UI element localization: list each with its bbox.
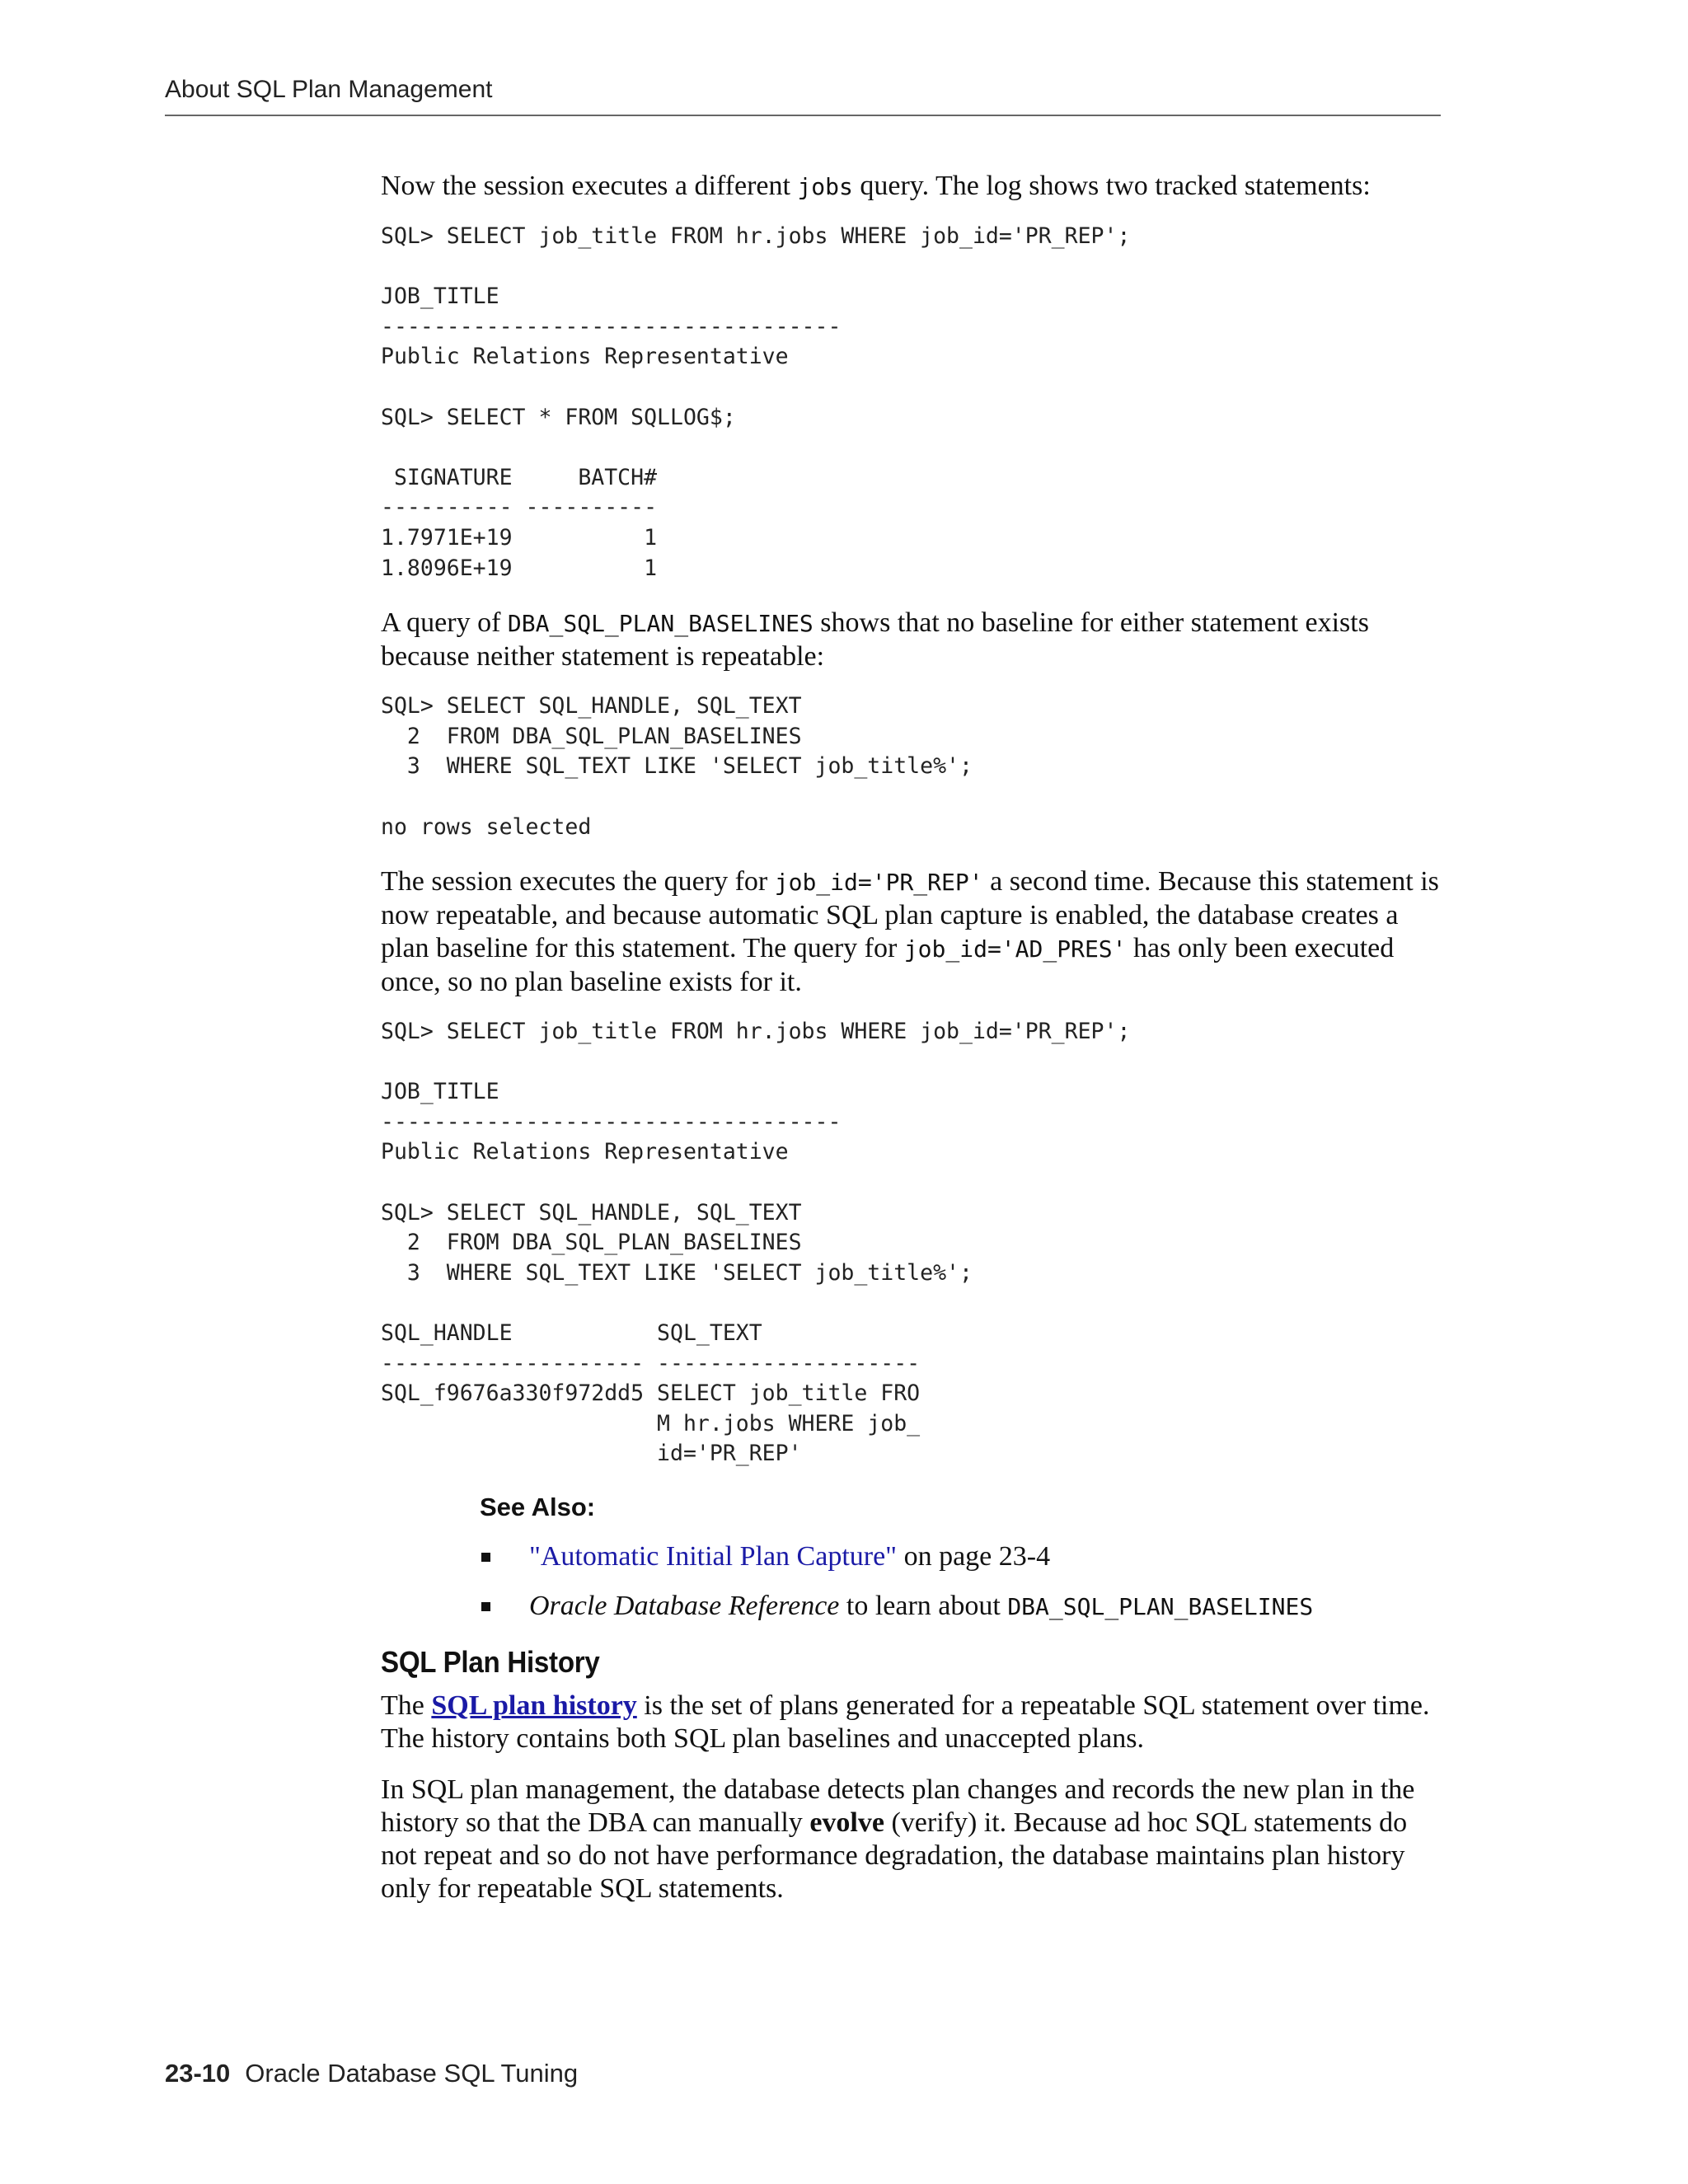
paragraph-repeat-text-2: a second time. Because this statement is now repeatable, and because automatic SQL plan capture is enabled, the database creates a plan baseline for this statement. The query for [381,866,1439,964]
bold-term-evolve: evolve [809,1807,884,1838]
see-also-item [480,1590,1444,1624]
inline-code-jobs: jobs [797,173,853,200]
inline-code-ad-pres: job_id='AD_PRES' [903,935,1127,963]
see-also-list [480,1540,1444,1624]
paragraph-baselines-text-2: shows that no baseline for either statement exists because neither statement is repeatable: [381,607,1369,673]
page-footer [165,2059,578,2088]
code-block-baseline-created: SQL> SELECT job_title FROM hr.jobs WHERE job_id='PR_REP'; JOB_TITLE ----------------------------------- Public Relations Representative SQL> SELECT SQL_HANDLE, SQL_TEXT 2 FROM DBA_SQL_PLAN_BASELINES 3 WHERE SQL_TEXT LIKE 'SELECT job_title%'; SQL_HANDLE SQL_TEXT -------------------- -------------------- SQL_f9676a330f972dd5 SELECT job_title FRO M hr.jobs WHERE job_ id='PR_REP' [381,1019,1131,1467]
square-bullet-icon [481,1553,490,1562]
paragraph-plan-history-text-2: is the set of plans generated for a repeatable SQL statement over time. The history contains both SQL plan baselines and unaccepted plans. [381,1690,1430,1754]
code-block-no-rows: SQL> SELECT SQL_HANDLE, SQL_TEXT 2 FROM DBA_SQL_PLAN_BASELINES 3 WHERE SQL_TEXT LIKE 'SELECT job_title%'; no rows selected [381,693,973,840]
paragraph-baselines [381,607,1444,673]
paragraph-intro-text-2: query. The log shows two tracked statements: [852,171,1371,201]
section-title-sql-plan-history: SQL Plan History [381,1645,600,1679]
paragraph-repeat-text-3: has only been executed once, so no plan baseline exists for it. [381,933,1395,998]
running-header: About SQL Plan Management [165,76,493,103]
book-title: Oracle Database SQL Tuning [245,2059,579,2088]
paragraph-details-text-2: (verify) it. Because ad hoc SQL statements do not repeat and so do not have performance degradation, the database maintains plan history only for repeatable SQL statements. [381,1807,1408,1904]
paragraph-plan-history-text-1: The [381,1690,432,1721]
square-bullet-icon [481,1602,490,1611]
inline-code-dba-sql-plan-baselines-ref: DBA_SQL_PLAN_BASELINES [1007,1593,1314,1620]
paragraph-details-text-1: In SQL plan management, the database detects plan changes and records the new plan in the history so that the DBA can manually [381,1774,1415,1838]
book-title-reference: Oracle Database Reference [529,1591,840,1621]
paragraph-intro-text-1: Now the session executes a different [381,171,798,201]
see-also-item [480,1540,1444,1573]
paragraph-baselines-text-1: A query of [381,607,508,639]
glossary-link-sql-plan-history[interactable]: SQL plan history [431,1690,637,1721]
paragraph-plan-history-definition [381,1690,1444,1755]
header-rule [165,115,1441,116]
page-number: 23-10 [165,2059,231,2088]
link-automatic-initial-plan-capture[interactable]: "Automatic Initial Plan Capture" [529,1541,898,1572]
see-also-title: See Also: [480,1493,596,1521]
paragraph-intro [381,170,1444,204]
inline-code-dba-sql-plan-baselines: DBA_SQL_PLAN_BASELINES [507,610,814,638]
paragraph-repeat [381,865,1444,999]
paragraph-plan-history-details [381,1774,1444,1905]
see-also-item-page-ref: on page 23-4 [897,1541,1051,1572]
code-block-sqllog: SQL> SELECT job_title FROM hr.jobs WHERE job_id='PR_REP'; JOB_TITLE ----------------------------------- Public Relations Representative SQL> SELECT * FROM SQLLOG$; SIGNATURE BATCH# ---------- ---------- 1.7971E+19 1 1.8096E+19 1 [381,223,1131,581]
see-also-item-text: to learn about [839,1591,1008,1621]
inline-code-pr-rep: job_id='PR_REP' [774,869,983,897]
page-content [381,170,1444,1924]
see-also-box [480,1493,1444,1624]
paragraph-repeat-text-1: The session executes the query for [381,866,775,898]
